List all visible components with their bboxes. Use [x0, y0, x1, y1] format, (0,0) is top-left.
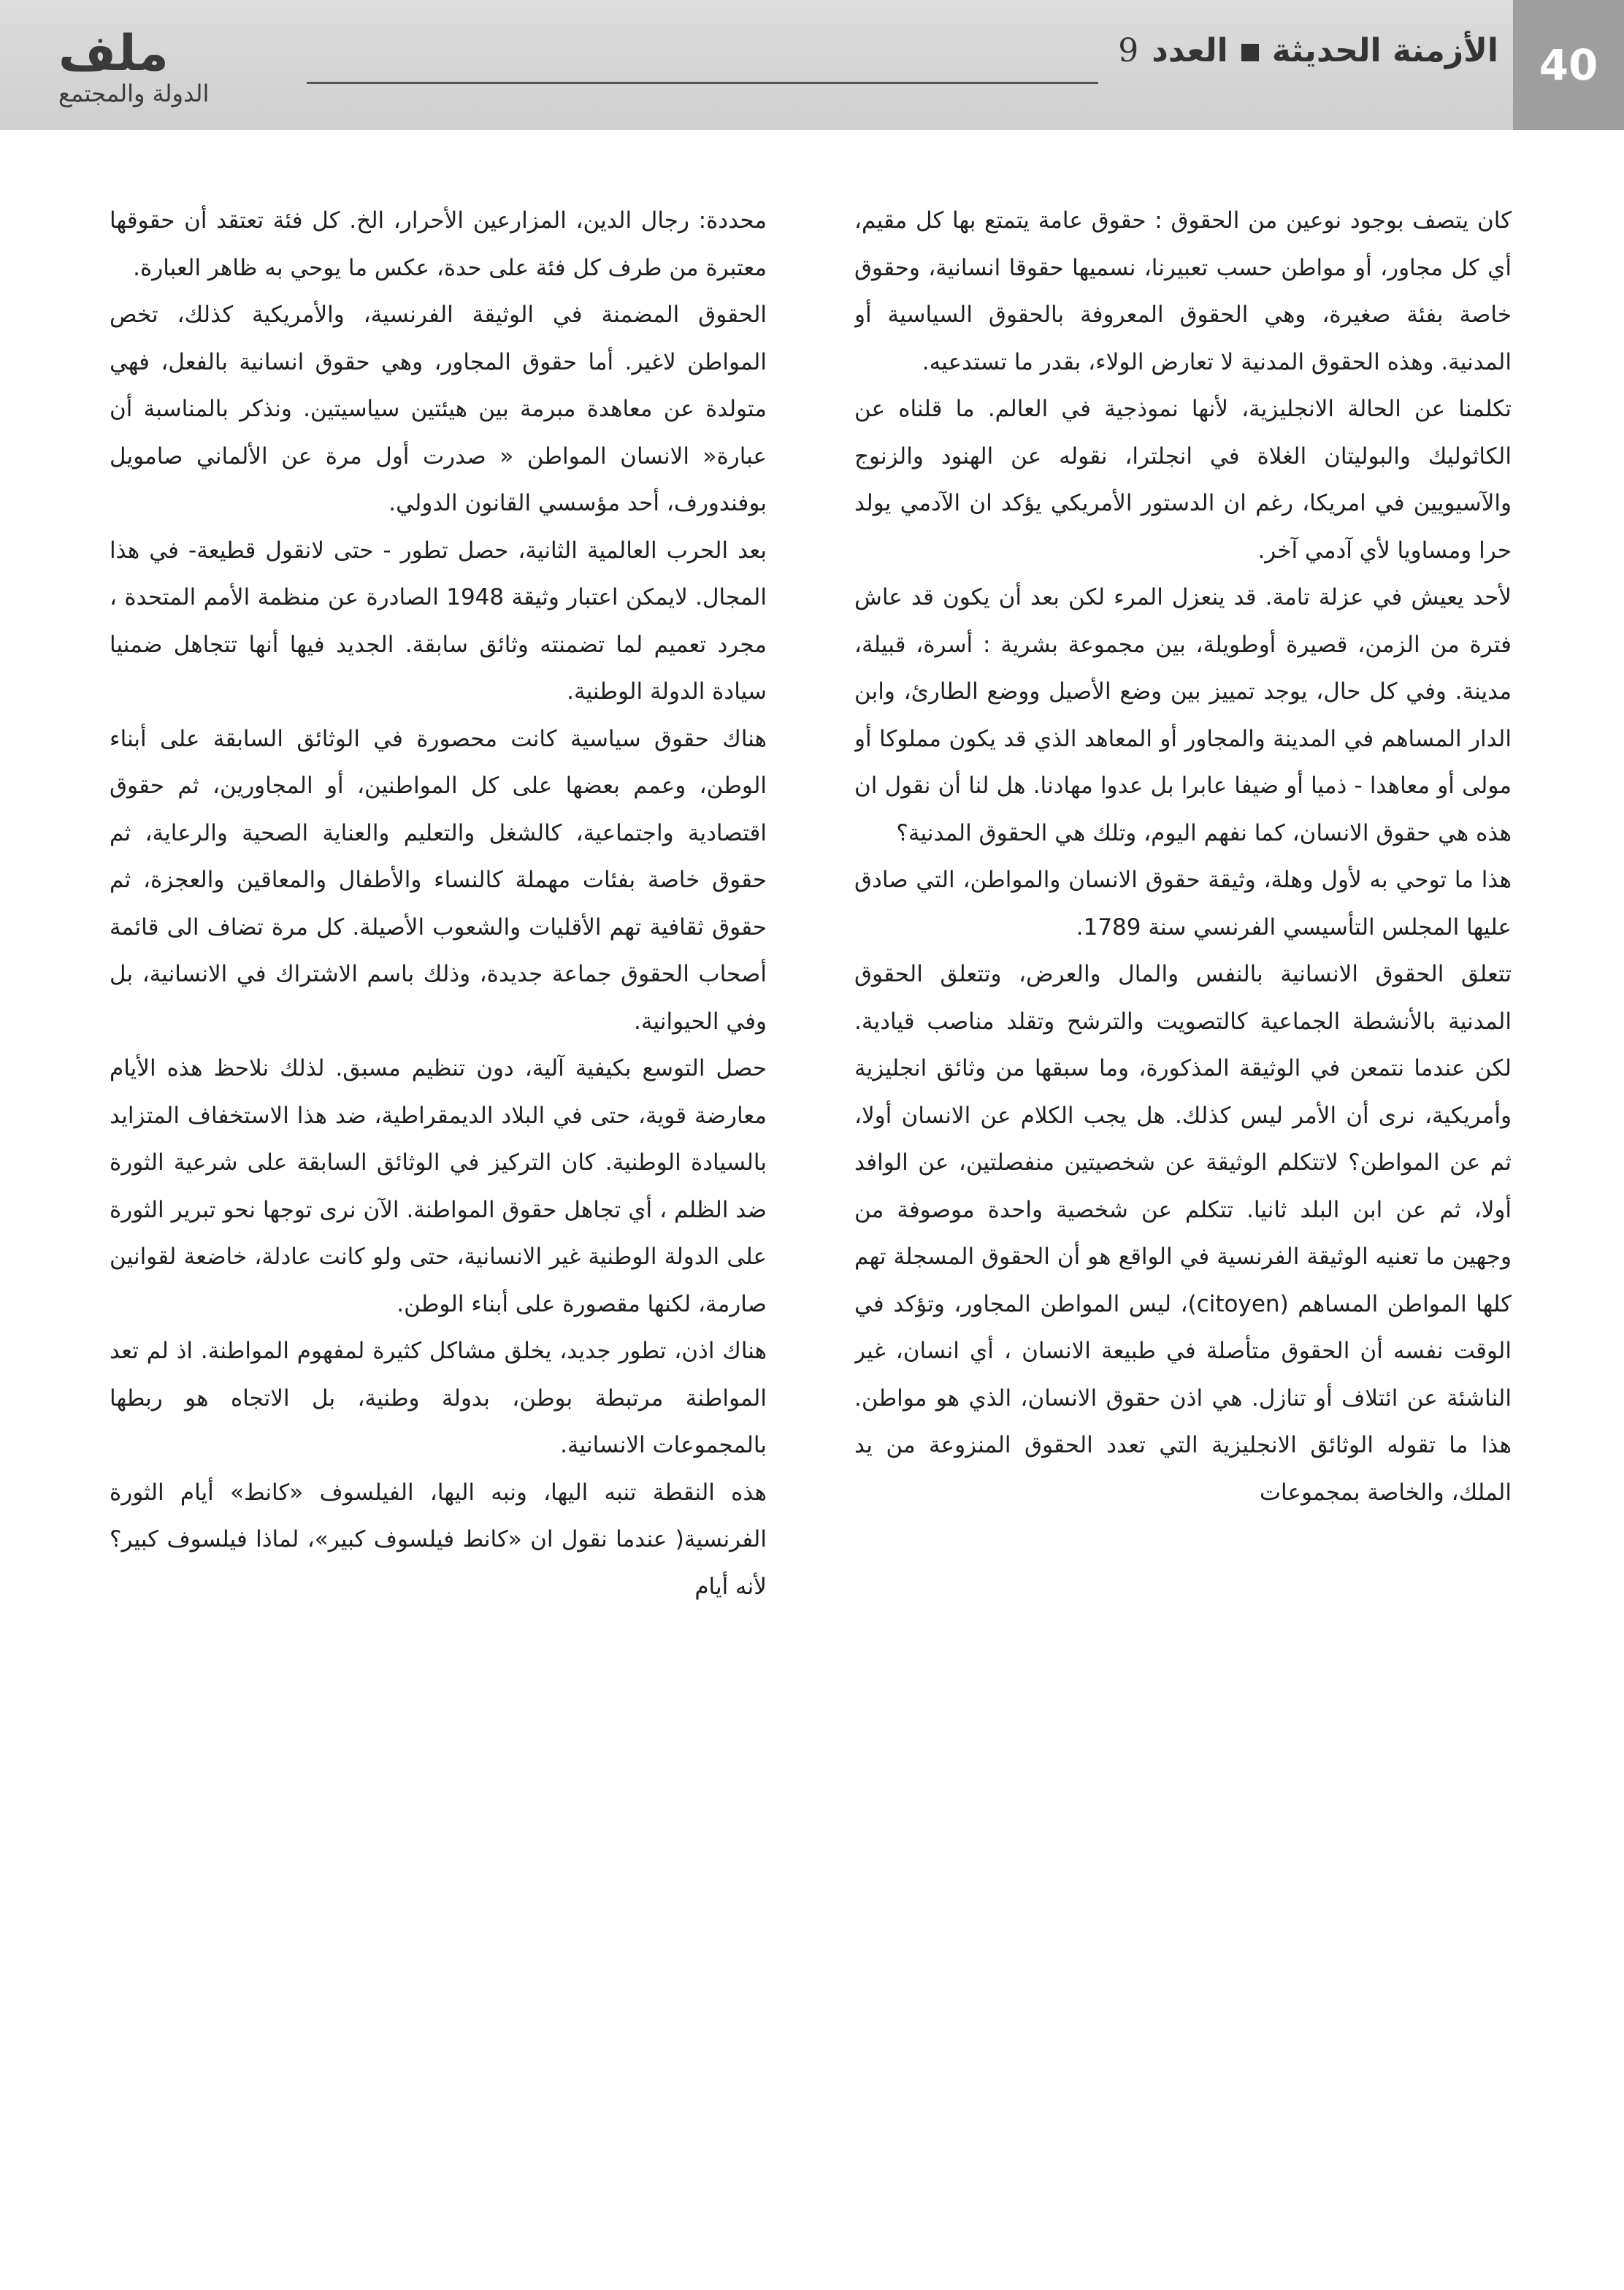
- paragraph: هناك اذن، تطور جديد، يخلق مشاكل كثيرة لمفهوم المواطنة. اذ لم تعد المواطنة مرتبطة بوطن، بدولة وطنية، بل الاتجاه هو ربطها بالمجموعات الانسانية.: [110, 1338, 767, 1458]
- page-number: 40: [1513, 0, 1624, 130]
- left-column: [110, 197, 767, 2256]
- paragraph: الحقوق المضمنة في الوثيقة الفرنسية، والأمريكية كذلك، تخص المواطن لاغير. أما حقوق المجاور، وهي حقوق انسانية بالفعل، فهي متولدة عن معاهدة مبرمة بين هيئتين سياسيتين. ونذكر بالمناسبة أن عبارة« الانسان المواطن « صدرت أول مرة عن الألماني صامويل بوفندورف، أحد مؤسسي القانون الدولي.: [110, 302, 767, 516]
- article-body: [110, 197, 1512, 2256]
- magazine-name: الأزمنة الحديثة: [1271, 32, 1498, 69]
- header-rule: [307, 82, 1098, 84]
- section-subtitle: الدولة والمجتمع: [58, 80, 210, 107]
- issue-number: 9: [1118, 32, 1139, 69]
- paragraph: لأحد يعيش في عزلة تامة. قد ينعزل المرء لكن بعد أن يكون قد عاش فترة من الزمن، قصيرة أوطويلة، بين مجموعة بشرية : أسرة، قبيلة، مدينة. وفي كل حال، يوجد تمييز بين وضع الأصيل ووضع الطارئ، وابن الدار المساهم في المدينة والمجاور أو المعاهد الذي قد يكون مملوكا أو مولى أو معاهدا - ذميا أو ضيفا عابرا بل عدوا مهادنا. هل لنا أن نقول ان هذه هي حقوق الانسان، كما نفهم اليوم، وتلك هي الحقوق المدنية؟: [854, 584, 1512, 846]
- paragraph: هناك حقوق سياسية كانت محصورة في الوثائق السابقة على أبناء الوطن، وعمم بعضها على كل المواطنين، أو المجاورين، ثم حقوق اقتصادية واجتماعية، كالشغل والتعليم والعناية الصحية والرعاية، ثم حقوق خاصة بفئات مهملة كالنساء والأطفال والمعاقين والعجزة، ثم حقوق ثقافية تهم الأقليات والشعوب الأصيلة. كل مرة تضاف الى قائمة أصحاب الحقوق جماعة جديدة، وذلك باسم الاشتراك في الانسانية، بل وفي الحيوانية.: [110, 725, 767, 1035]
- right-column: [854, 197, 1512, 2256]
- section-label: [58, 26, 299, 108]
- paragraph: هذا ما توحي به لأول وهلة، وثيقة حقوق الانسان والمواطن، التي صادق عليها المجلس التأسيسي الفرنسي سنة 1789.: [854, 867, 1512, 941]
- paragraph: تكلمنا عن الحالة الانجليزية، لأنها نموذجية في العالم. ما قلناه عن الكاثوليك والبوليتان الغلاة في انجلترا، نقوله عن الهنود والزنوج والآسيويين في امريكا، رغم ان الدستور الأمريكي يؤكد ان الآدمي يولد حرا ومساويا لأي آدمي آخر.: [854, 396, 1512, 564]
- page-header: [0, 0, 1624, 130]
- section-title: ملف: [58, 25, 169, 83]
- paragraph: تتعلق الحقوق الانسانية بالنفس والمال والعرض، وتتعلق الحقوق المدنية بالأنشطة الجماعية كالتصويت والترشح وتقلد مناصب قيادية. لكن عندما نتمعن في الوثيقة المذكورة، وما سبقها من وثائق انجليزية وأمريكية، نرى أن الأمر ليس كذلك. هل يجب الكلام عن الانسان أولا، ثم عن المواطن؟ لاتتكلم الوثيقة عن شخصيتين منفصلتين، عن الوافد أولا، ثم عن ابن البلد ثانيا. تتكلم عن شخصية واحدة موصوفة من وجهين ما تعنيه الوثيقة الفرنسية في الواقع هو أن الحقوق المسجلة تهم كلها المواطن المساهم (citoyen)، ليس المواطن المجاور، وتؤكد في الوقت نفسه أن الحقوق متأصلة في طبيعة الانسان ، أي انسان، غير الناشئة عن ائتلاف أو تنازل. هي اذن حقوق الانسان، الذي هو مواطن. هذا ما تقوله الوثائق الانجليزية التي تعدد الحقوق المنزوعة من يد الملك، والخاصة بمجموعات: [854, 961, 1512, 1506]
- paragraph: محددة: رجال الدين، المزارعين الأحرار، الخ. كل فئة تعتقد أن حقوقها معتبرة من طرف كل فئة على حدة، عكس ما يوحي به ظاهر العبارة.: [110, 207, 767, 281]
- square-bullet-icon: [1241, 44, 1259, 61]
- issue-label: العدد: [1152, 32, 1228, 69]
- paragraph: بعد الحرب العالمية الثانية، حصل تطور - حتى لانقول قطيعة- في هذا المجال. لايمكن اعتبار وثيقة 1948 الصادرة عن منظمة الأمم المتحدة ، مجرد تعميم لما تضمنته وثائق سابقة. الجديد فيها أنها تتجاهل ضمنيا سيادة الدولة الوطنية.: [110, 537, 767, 705]
- paragraph: حصل التوسع بكيفية آلية، دون تنظيم مسبق. لذلك نلاحظ هذه الأيام معارضة قوية، حتى في البلاد الديمقراطية، ضد هذا الاستخفاف المتزايد بالسيادة الوطنية. كان التركيز في الوثائق السابقة على شرعية الثورة ضد الظلم ، أي تجاهل حقوق المواطنة. الآن نرى توجها نحو تبرير الثورة على الدولة الوطنية غير الانسانية، حتى ولو كانت عادلة، خاضعة لقوانين صارمة، لكنها مقصورة على أبناء الوطن.: [110, 1055, 767, 1317]
- paragraph: هذه النقطة تنبه اليها، ونبه اليها، الفيلسوف «كانط» أيام الثورة الفرنسية( عندما نقول ان «كانط فيلسوف كبير»، لماذا فيلسوف كبير؟ لأنه أيام: [110, 1479, 767, 1600]
- issue-line: [1118, 32, 1498, 69]
- paragraph: كان يتصف بوجود نوعين من الحقوق : حقوق عامة يتمتع بها كل مقيم، أي كل مجاور، أو مواطن حسب تعبيرنا، نسميها حقوقا انسانية، وحقوق خاصة بفئة صغيرة، وهي الحقوق المعروفة بالحقوق السياسية أو المدنية. وهذه الحقوق المدنية لا تعارض الولاء، بقدر ما تستدعيه.: [854, 207, 1512, 375]
